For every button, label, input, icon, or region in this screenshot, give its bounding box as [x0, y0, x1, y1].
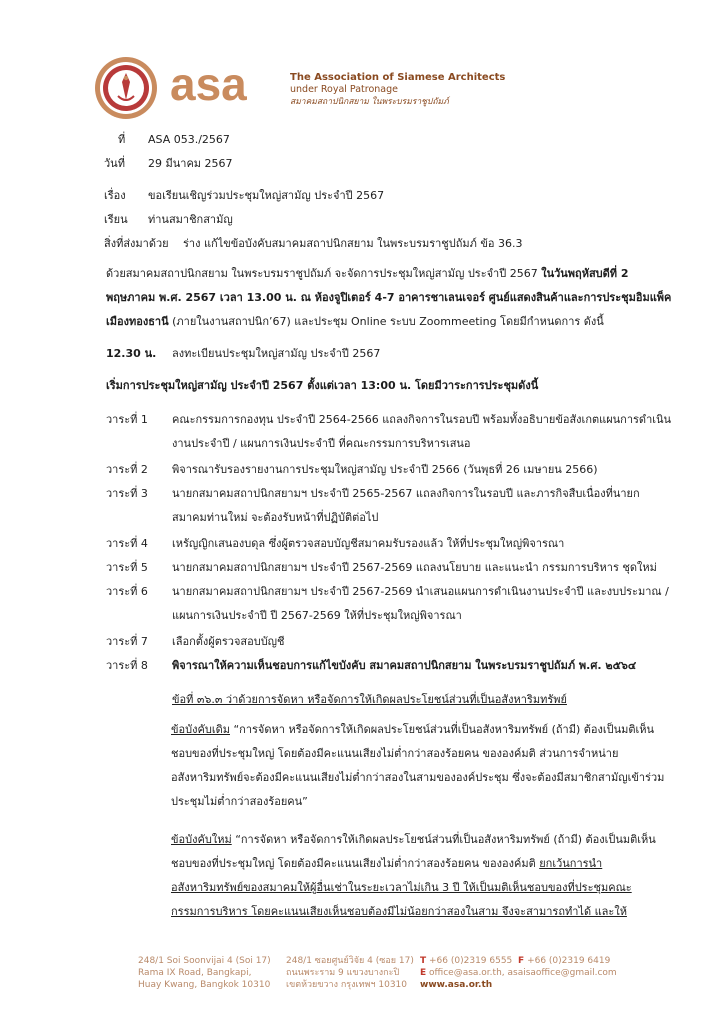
date-value: 29 มีนาคม 2567	[148, 157, 233, 170]
doc-no-label: ที่	[118, 133, 126, 146]
footer-address-th	[286, 955, 414, 991]
footer-address-line: เขตห้วยขวาง กรุงเทพฯ 10310	[286, 980, 408, 990]
intro-paragraph	[106, 262, 672, 334]
footer-address-line: Huay Kwang, Bangkok 10310	[138, 980, 271, 990]
org-patronage-en: under Royal Patronage	[290, 84, 399, 95]
asa-wordmark-logo	[170, 60, 280, 108]
enclosure-value: ร่าง แก้ไขข้อบังคับสมาคมสถาปนิกสยาม ในพระบรมราชูปถัมภ์ ข้อ 36.3	[183, 237, 523, 250]
date-label: วันที่	[104, 157, 125, 170]
svg-text:asa: asa	[170, 60, 247, 108]
intro-text-2: (ภายในงานสถาปนิก’67) และประชุม Online ระบบ Zoommeeting โดยมีกำหนดการ ดังนี้	[168, 315, 604, 328]
to-label: เรียน	[104, 213, 128, 226]
footer-address-line: 248/1 Soi Soonvijai 4 (Soi 17)	[138, 956, 271, 966]
new-clause-label: ข้อบังคับใหม่	[171, 833, 232, 846]
agenda-text: นายกสมาคมสถาปนิกสยามฯ ประจำปี 2565-2567 แถลงกิจการในรอบปี และภารกิจสืบเนื่องที่นายกสมาคมท่านใหม่ จะต้องรับหน้าที่ปฏิบัติต่อไป	[172, 487, 640, 524]
footer-address-line: Rama IX Road, Bangkapi,	[138, 968, 252, 978]
meeting-start-line: เริ่มการประชุมใหญ่สามัญ ประจำปี 2567 ตั้งแต่เวลา 13:00 น. โดยมีวาระการประชุมดังนี้	[106, 379, 539, 392]
agenda-label: วาระที่ 1	[106, 413, 148, 426]
agenda-text: พิจารณารับรองรายงานการประชุมใหญ่สามัญ ประจำปี 2566 (วันพุธที่ 26 เมษายน 2566)	[172, 463, 598, 476]
agenda-label: วาระที่ 6	[106, 585, 148, 598]
registration-time: 12.30 น.	[106, 347, 157, 360]
doc-no-value: ASA 053./2567	[148, 133, 230, 146]
email-address[interactable]: office@asa.or.th, asaisaoffice@gmail.com	[429, 968, 617, 978]
clause-heading: ข้อที่ ๓๖.๓ ว่าด้วยการจัดหา หรือจัดการให้เกิดผลประโยชน์ส่วนที่เป็นอสังหาริมทรัพย์	[172, 693, 567, 706]
footer-address-line: 248/1 ซอยศูนย์วิจัย 4 (ซอย 17)	[286, 956, 414, 966]
asa-seal-logo	[94, 56, 158, 120]
subject-value: ขอเรียนเชิญร่วมประชุมใหญ่สามัญ ประจำปี 2567	[148, 189, 385, 202]
agenda-label: วาระที่ 8	[106, 659, 148, 672]
intro-text-1: ด้วยสมาคมสถาปนิกสยาม ในพระบรมราชูปถัมภ์ จะจัดการประชุมใหญ่สามัญ ประจำปี 2567	[106, 267, 542, 280]
old-clause-paragraph	[171, 718, 671, 814]
agenda-label: วาระที่ 5	[106, 561, 148, 574]
association-name-block	[290, 72, 505, 108]
to-value: ท่านสมาชิกสามัญ	[148, 213, 233, 226]
new-clause-text: “การจัดหา หรือจัดการให้เกิดผลประโยชน์ส่วนที่เป็นอสังหาริมทรัพย์ (ถ้ามี) ต้องเป็นมติเห็นชอบของที่ประชุมใหญ่ โดยต้องมีคะแนนเสียงไม่ต่ำกว่าสองร้อยคน ขององค์มติ	[171, 833, 656, 870]
fax-label: F	[518, 956, 525, 966]
footer-address-line: ถนนพระราม 9 แขวงบางกะปิ	[286, 968, 400, 978]
org-name-th: สมาคมสถาปนิกสยาม ในพระบรมราชูปถัมภ์	[290, 97, 449, 107]
enclosure-label: สิ่งที่ส่งมาด้วย	[104, 237, 169, 250]
agenda-label: วาระที่ 2	[106, 463, 148, 476]
tel-label: T	[420, 956, 427, 966]
intro-meeting-details: ในวันพฤหัสบดีที่ 2 พฤษภาคม พ.ศ. 2567 เวลา 13.00 น. ณ ห้องจูปิเตอร์ 4-7 อาคารชาเลนเจอร์ ศูนย์แสดงสินค้าและการประชุมอิมแพ็ค เมืองทองธานี	[106, 267, 672, 328]
registration-text: ลงทะเบียนประชุมใหญ่สามัญ ประจำปี 2567	[172, 347, 381, 360]
agenda-text: นายกสมาคมสถาปนิกสยามฯ ประจำปี 2567-2569 แถลงนโยบาย และแนะนำ กรรมการบริหาร ชุดใหม่	[172, 561, 657, 574]
new-clause-exception: ยกเว้นการนำอสังหาริมทรัพย์ของสมาคมให้ผู้อื่นเช่าในระยะเวลาไม่เกิน 3 ปี ให้เป็นมติเห็นชอบของที่ประชุมคณะกรรมการบริหาร โดยคะแนนเสียงเห็นชอบต้องมีไม่น้อยกว่าสองในสาม จึงจะสามารถทำได้ และให้	[171, 857, 632, 918]
agenda-label: วาระที่ 4	[106, 537, 148, 550]
footer-address-en	[138, 955, 271, 991]
agenda-text: เหรัญญิกเสนองบดุล ซึ่งผู้ตรวจสอบบัญชีสมาคมรับรองแล้ว ให้ที่ประชุมใหญ่พิจารณา	[172, 537, 565, 550]
email-label: E	[420, 968, 427, 978]
fax-number: +66 (0)2319 6419	[527, 956, 611, 966]
new-clause-paragraph	[171, 828, 671, 924]
footer-contact	[420, 955, 617, 991]
website-link[interactable]: www.asa.or.th	[420, 980, 493, 990]
agenda-text: พิจารณาให้ความเห็นชอบการแก้ไขบังคับ สมาคมสถาปนิกสยาม ในพระบรมราชูปถัมภ์ พ.ศ. ๒๕๖๔	[172, 659, 637, 672]
agenda-text: เลือกตั้งผู้ตรวจสอบบัญชี	[172, 635, 285, 648]
agenda-label: วาระที่ 3	[106, 487, 148, 500]
subject-label: เรื่อง	[104, 189, 126, 202]
old-clause-label: ข้อบังคับเดิม	[171, 723, 230, 736]
tel-number[interactable]: +66 (0)2319 6555	[429, 956, 513, 966]
old-clause-text: “การจัดหา หรือจัดการให้เกิดผลประโยชน์ส่วนที่เป็นอสังหาริมทรัพย์ (ถ้ามี) ต้องเป็นมติเห็นชอบของที่ประชุมใหญ่ โดยต้องมีคะแนนเสียงไม่ต่ำกว่าสองร้อยคน ขององค์มติ ส่วนการจำหน่ายอสังหาริมทรัพย์จะต้องมีคะแนนเสียงไม่ต่ำกว่าสองในสามขององค์ประชุม ซึ่งจะต้องมีสมาชิกสามัญเข้าร่วมประชุมไม่ต่ำกว่าสองร้อยคน”	[171, 723, 665, 808]
agenda-text: คณะกรรมการกองทุน ประจำปี 2564-2566 แถลงกิจการในรอบปี พร้อมทั้งอธิบายข้อสังเกตแผนการดำเนินงานประจำปี / แผนการเงินประจำปี ที่คณะกรรมการบริหารเสนอ	[172, 413, 672, 450]
org-name-en: The Association of Siamese Architects	[290, 72, 506, 83]
agenda-text: นายกสมาคมสถาปนิกสยามฯ ประจำปี 2567-2569 นำเสนอแผนการดำเนินงานประจำปี และงบประมาณ /แผนการเงินประจำปี ปี 2567-2569 ให้ที่ประชุมใหญ่พิจารณา	[172, 585, 669, 622]
agenda-label: วาระที่ 7	[106, 635, 148, 648]
